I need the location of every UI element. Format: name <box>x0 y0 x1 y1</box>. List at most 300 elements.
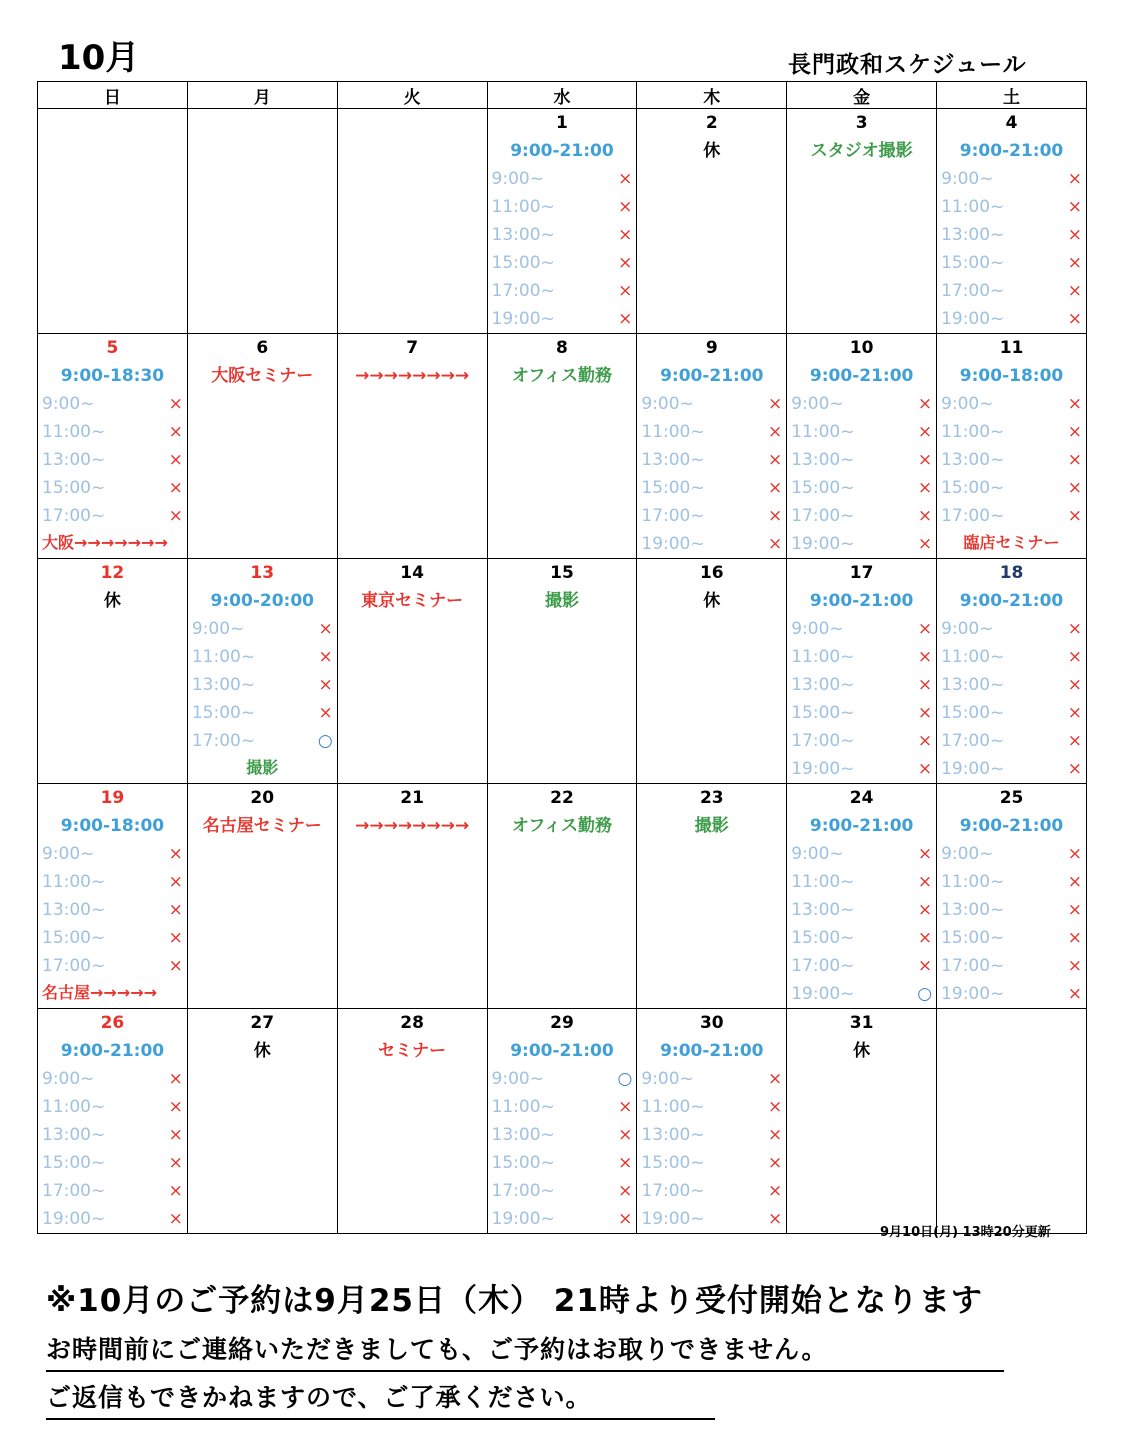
unavailable-mark: × <box>917 731 933 751</box>
unavailable-mark: × <box>618 1125 633 1145</box>
unavailable-mark: × <box>1067 900 1082 920</box>
slot-time: 9:00~ <box>941 844 994 864</box>
day-number: 26 <box>100 1013 125 1033</box>
time-slot <box>787 840 936 868</box>
slot-time: 17:00~ <box>42 1181 106 1201</box>
day-label: →→→→→→→→ <box>355 816 470 836</box>
unavailable-mark: × <box>618 1153 633 1173</box>
unavailable-mark: × <box>767 450 783 470</box>
day-label: 休 <box>103 591 121 611</box>
slot-time: 17:00~ <box>791 731 855 751</box>
time-slot <box>488 305 637 333</box>
day-label: 大阪セミナー <box>211 366 314 386</box>
day-cell <box>38 334 188 559</box>
time-slot <box>937 671 1086 699</box>
time-slot <box>488 165 637 193</box>
unavailable-mark: × <box>1067 984 1082 1004</box>
time-slot <box>937 305 1086 333</box>
unavailable-mark: × <box>618 1097 633 1117</box>
slot-time: 15:00~ <box>791 478 855 498</box>
time-slot <box>488 1093 637 1121</box>
slot-time: 13:00~ <box>191 675 256 695</box>
day-label: →→→→→→→→ <box>355 366 470 386</box>
day-cell <box>38 559 188 784</box>
slot-time: 19:00~ <box>791 759 855 779</box>
day-label: 9:00-20:00 <box>210 591 314 611</box>
day-label: セミナー <box>378 1041 447 1061</box>
unavailable-mark: × <box>917 956 933 976</box>
time-slot <box>637 1149 786 1177</box>
day-number: 16 <box>699 563 724 583</box>
unavailable-mark: × <box>767 478 783 498</box>
weekday-wed: 水 <box>487 82 637 109</box>
slot-time: 9:00~ <box>42 1069 95 1089</box>
time-slot <box>637 390 786 418</box>
slot-time: 17:00~ <box>791 956 855 976</box>
slot-time: 17:00~ <box>191 731 256 751</box>
time-slot <box>637 502 786 530</box>
unavailable-mark: × <box>1067 309 1082 329</box>
day-cell <box>787 109 937 334</box>
slot-time: 11:00~ <box>791 647 855 667</box>
unavailable-mark: × <box>618 169 633 189</box>
time-slot <box>787 446 936 474</box>
unavailable-mark: × <box>917 394 933 414</box>
weekday-header-row <box>38 82 1087 109</box>
unavailable-mark: × <box>1067 703 1082 723</box>
time-slot <box>488 277 637 305</box>
time-slot <box>937 193 1086 221</box>
unavailable-mark: × <box>168 1209 183 1229</box>
time-slot <box>38 474 187 502</box>
slot-time: 13:00~ <box>941 450 1005 470</box>
time-slot <box>637 474 786 502</box>
slot-time: 17:00~ <box>42 956 106 976</box>
slot-time: 11:00~ <box>42 422 106 442</box>
slot-time: 19:00~ <box>641 534 705 554</box>
day-number: 23 <box>699 788 724 808</box>
day-number: 17 <box>849 563 874 583</box>
slot-time: 9:00~ <box>941 394 994 414</box>
time-slot <box>787 924 936 952</box>
weekday-mon: 月 <box>187 82 337 109</box>
slot-time: 17:00~ <box>641 1181 705 1201</box>
time-slot <box>637 1177 786 1205</box>
time-slot <box>937 924 1086 952</box>
unavailable-mark: × <box>917 647 933 667</box>
time-slot <box>38 924 187 952</box>
day-label: 9:00-21:00 <box>959 591 1064 611</box>
weekday-sun: 日 <box>38 82 188 109</box>
time-slot <box>787 643 936 671</box>
day-cell <box>937 559 1087 784</box>
unavailable-mark: × <box>767 1209 783 1229</box>
slot-time: 19:00~ <box>941 309 1005 329</box>
unavailable-mark: × <box>917 619 933 639</box>
unavailable-mark: × <box>618 197 633 217</box>
notice-line-2: ご返信もできかねますので、ご了承ください。 <box>46 1378 715 1420</box>
unavailable-mark: × <box>917 900 933 920</box>
unavailable-mark: × <box>767 1097 783 1117</box>
day-label: 9:00-18:00 <box>60 816 165 836</box>
slot-time: 11:00~ <box>191 647 256 667</box>
unavailable-mark: × <box>1067 422 1082 442</box>
day-label: 撮影 <box>694 816 729 836</box>
slot-time: 13:00~ <box>941 900 1005 920</box>
unavailable-mark: × <box>1067 647 1082 667</box>
unavailable-mark: × <box>168 422 183 442</box>
day-number: 3 <box>855 113 868 133</box>
unavailable-mark: × <box>1067 506 1082 526</box>
slot-time: 11:00~ <box>941 872 1005 892</box>
unavailable-mark: × <box>168 1125 183 1145</box>
day-cell <box>787 1009 937 1234</box>
weekday-fri: 金 <box>787 82 937 109</box>
time-slot <box>637 1065 786 1093</box>
unavailable-mark: × <box>1067 169 1082 189</box>
day-cell <box>337 1009 487 1234</box>
unavailable-mark: × <box>168 872 183 892</box>
slot-time: 11:00~ <box>641 422 705 442</box>
week-row <box>38 334 1087 559</box>
day-cell <box>487 334 637 559</box>
empty-day-cell <box>187 109 337 334</box>
time-slot <box>488 1177 637 1205</box>
unavailable-mark: × <box>917 872 933 892</box>
slot-time: 15:00~ <box>491 1153 555 1173</box>
unavailable-mark: × <box>767 422 783 442</box>
day-label: 名古屋セミナー <box>202 816 322 836</box>
empty-day-cell <box>937 1009 1087 1234</box>
day-cell <box>337 784 487 1009</box>
slot-time: 13:00~ <box>42 1125 106 1145</box>
day-number: 19 <box>100 788 125 808</box>
time-slot <box>38 1149 187 1177</box>
time-slot <box>937 643 1086 671</box>
slot-time: 19:00~ <box>791 984 855 1004</box>
slot-time: 17:00~ <box>491 1181 555 1201</box>
week-row <box>38 559 1087 784</box>
unavailable-mark: × <box>917 450 933 470</box>
day-label: 9:00-18:00 <box>959 366 1064 386</box>
week-row <box>38 109 1087 334</box>
day-cell <box>187 784 337 1009</box>
unavailable-mark: × <box>168 478 183 498</box>
slot-time: 9:00~ <box>42 844 95 864</box>
time-slot <box>937 980 1086 1008</box>
unavailable-mark: × <box>318 675 333 695</box>
unavailable-mark: × <box>917 759 933 779</box>
time-slot <box>38 1121 187 1149</box>
time-slot <box>787 390 936 418</box>
day-number: 25 <box>999 788 1024 808</box>
slot-time: 13:00~ <box>791 450 855 470</box>
time-slot <box>937 615 1086 643</box>
slot-time: 9:00~ <box>791 619 844 639</box>
slot-time: 11:00~ <box>42 1097 106 1117</box>
time-slot <box>937 755 1086 783</box>
day-label: 9:00-21:00 <box>959 816 1064 836</box>
week-row <box>38 784 1087 1009</box>
week-row <box>38 1009 1087 1234</box>
unavailable-mark: × <box>1067 759 1082 779</box>
unavailable-mark: × <box>1067 675 1082 695</box>
unavailable-mark: × <box>917 534 933 554</box>
time-slot <box>188 615 337 643</box>
day-label: スタジオ撮影 <box>810 141 913 161</box>
schedule-owner-title: 長門政和スケジュール <box>788 52 1027 78</box>
time-slot <box>937 446 1086 474</box>
slot-time: 13:00~ <box>42 900 106 920</box>
time-slot <box>937 502 1086 530</box>
slot-time: 13:00~ <box>791 900 855 920</box>
slot-time: 15:00~ <box>42 928 106 948</box>
month-title: 10月 <box>58 38 140 78</box>
time-slot <box>38 896 187 924</box>
day-cell <box>637 334 787 559</box>
day-number: 9 <box>705 338 718 358</box>
time-slot <box>188 671 337 699</box>
unavailable-mark: × <box>168 394 183 414</box>
slot-time: 13:00~ <box>491 1125 555 1145</box>
time-slot <box>787 868 936 896</box>
day-label: 9:00-21:00 <box>510 1041 614 1061</box>
slot-time: 15:00~ <box>191 703 256 723</box>
slot-time: 15:00~ <box>791 928 855 948</box>
time-slot <box>937 249 1086 277</box>
time-slot <box>637 1121 786 1149</box>
slot-time: 17:00~ <box>941 281 1005 301</box>
day-cell <box>937 334 1087 559</box>
unavailable-mark: × <box>168 956 183 976</box>
time-slot <box>38 390 187 418</box>
time-slot <box>488 1121 637 1149</box>
slot-time: 17:00~ <box>941 956 1005 976</box>
unavailable-mark: × <box>917 422 933 442</box>
time-slot <box>937 896 1086 924</box>
unavailable-mark: × <box>917 506 933 526</box>
day-number: 6 <box>256 338 269 358</box>
slot-time: 13:00~ <box>641 1125 705 1145</box>
time-slot <box>38 1093 187 1121</box>
time-slot <box>787 755 936 783</box>
time-slot <box>488 1205 637 1233</box>
day-label: オフィス勤務 <box>511 816 613 836</box>
slot-time: 19:00~ <box>941 759 1005 779</box>
day-number: 1 <box>556 113 568 133</box>
unavailable-mark: × <box>318 619 333 639</box>
unavailable-mark: × <box>917 928 933 948</box>
time-slot <box>38 840 187 868</box>
empty-day-cell <box>337 109 487 334</box>
time-slot <box>188 727 337 755</box>
day-number: 11 <box>999 338 1024 358</box>
unavailable-mark: × <box>1067 253 1082 273</box>
day-cell <box>487 559 637 784</box>
day-number: 4 <box>1005 113 1018 133</box>
time-slot <box>787 896 936 924</box>
time-slot <box>38 446 187 474</box>
slot-time: 9:00~ <box>941 619 994 639</box>
unavailable-mark: × <box>1067 619 1082 639</box>
day-cell <box>187 334 337 559</box>
slot-time: 15:00~ <box>941 928 1005 948</box>
slot-time: 11:00~ <box>491 197 555 217</box>
slot-time: 13:00~ <box>491 225 555 245</box>
slot-time: 17:00~ <box>641 506 705 526</box>
time-slot <box>787 418 936 446</box>
notice-main: ※10月のご予約は9月25日（木） 21時より受付開始となります <box>46 1283 983 1319</box>
time-slot <box>637 1205 786 1233</box>
time-slot <box>38 868 187 896</box>
day-cell <box>637 784 787 1009</box>
day-label: 9:00-21:00 <box>809 591 914 611</box>
unavailable-mark: × <box>618 281 633 301</box>
time-slot <box>787 502 936 530</box>
unavailable-mark: × <box>767 394 783 414</box>
unavailable-mark: × <box>168 1069 183 1089</box>
unavailable-mark: × <box>618 1209 633 1229</box>
day-number: 31 <box>849 1013 874 1033</box>
unavailable-mark: × <box>767 1125 783 1145</box>
slot-time: 15:00~ <box>941 478 1005 498</box>
day-label: 9:00-21:00 <box>510 141 614 161</box>
unavailable-mark: × <box>767 1153 783 1173</box>
day-cell <box>337 559 487 784</box>
unavailable-mark: × <box>168 506 183 526</box>
day-label: 9:00-21:00 <box>660 366 764 386</box>
day-cell <box>937 109 1087 334</box>
time-slot <box>787 699 936 727</box>
day-number: 22 <box>550 788 574 808</box>
day-cell <box>187 1009 337 1234</box>
slot-time: 13:00~ <box>941 675 1005 695</box>
time-slot <box>937 474 1086 502</box>
weekday-thu: 木 <box>637 82 787 109</box>
slot-time: 11:00~ <box>42 872 106 892</box>
time-slot <box>637 1093 786 1121</box>
day-cell <box>337 334 487 559</box>
slot-time: 15:00~ <box>641 478 705 498</box>
day-cell <box>787 784 937 1009</box>
day-footer-note: 臨店セミナー <box>963 533 1060 552</box>
slot-time: 9:00~ <box>491 169 544 189</box>
day-number: 2 <box>705 113 718 133</box>
unavailable-mark: × <box>618 253 633 273</box>
unavailable-mark: × <box>1067 225 1082 245</box>
time-slot <box>38 418 187 446</box>
day-footer-note: 名古屋→→→→→ <box>42 983 158 1002</box>
day-cell <box>487 1009 637 1234</box>
weekday-tue: 火 <box>337 82 487 109</box>
day-cell <box>637 109 787 334</box>
slot-time: 19:00~ <box>941 984 1005 1004</box>
time-slot <box>488 221 637 249</box>
slot-time: 19:00~ <box>42 1209 106 1229</box>
day-number: 28 <box>400 1013 424 1033</box>
slot-time: 9:00~ <box>42 394 95 414</box>
slot-time: 9:00~ <box>941 169 994 189</box>
day-label: 東京セミナー <box>361 591 464 611</box>
time-slot <box>38 502 187 530</box>
time-slot <box>787 980 936 1008</box>
time-slot <box>937 221 1086 249</box>
unavailable-mark: × <box>917 703 933 723</box>
unavailable-mark: × <box>1067 872 1082 892</box>
slot-time: 11:00~ <box>941 197 1005 217</box>
slot-time: 13:00~ <box>641 450 705 470</box>
available-mark: ○ <box>617 1069 633 1089</box>
day-cell <box>787 334 937 559</box>
unavailable-mark: × <box>1067 928 1082 948</box>
day-label: オフィス勤務 <box>511 366 613 386</box>
slot-time: 15:00~ <box>791 703 855 723</box>
slot-time: 13:00~ <box>42 450 106 470</box>
day-number: 29 <box>550 1013 574 1033</box>
day-number: 15 <box>550 563 574 583</box>
slot-time: 17:00~ <box>791 506 855 526</box>
day-label: 撮影 <box>544 591 579 611</box>
time-slot <box>937 727 1086 755</box>
day-number: 8 <box>556 338 568 358</box>
day-number: 27 <box>250 1013 275 1033</box>
day-label: 9:00-21:00 <box>60 1041 165 1061</box>
slot-time: 15:00~ <box>42 478 106 498</box>
unavailable-mark: × <box>168 900 183 920</box>
slot-time: 19:00~ <box>491 309 555 329</box>
unavailable-mark: × <box>318 703 333 723</box>
day-number: 10 <box>849 338 874 358</box>
unavailable-mark: × <box>767 1181 783 1201</box>
updated-timestamp: 9月10日(月) 13時20分更新 <box>880 1225 1051 1240</box>
slot-time: 9:00~ <box>491 1069 544 1089</box>
unavailable-mark: × <box>168 1097 183 1117</box>
day-cell <box>38 1009 188 1234</box>
unavailable-mark: × <box>168 450 183 470</box>
slot-time: 9:00~ <box>191 619 245 639</box>
time-slot <box>38 1177 187 1205</box>
time-slot <box>787 615 936 643</box>
day-cell <box>637 1009 787 1234</box>
day-number: 12 <box>100 563 125 583</box>
time-slot <box>937 840 1086 868</box>
time-slot <box>488 249 637 277</box>
time-slot <box>937 418 1086 446</box>
slot-time: 9:00~ <box>641 394 694 414</box>
day-cell <box>787 559 937 784</box>
day-label: 休 <box>253 1041 271 1061</box>
time-slot <box>38 1065 187 1093</box>
time-slot <box>188 699 337 727</box>
day-cell <box>487 784 637 1009</box>
unavailable-mark: × <box>168 928 183 948</box>
time-slot <box>38 952 187 980</box>
day-number: 7 <box>406 338 419 358</box>
day-footer-note: 大阪→→→→→→→ <box>42 533 168 552</box>
unavailable-mark: × <box>1067 394 1082 414</box>
time-slot <box>937 868 1086 896</box>
slot-time: 11:00~ <box>791 422 855 442</box>
time-slot <box>937 699 1086 727</box>
unavailable-mark: × <box>1067 731 1082 751</box>
time-slot <box>488 1149 637 1177</box>
slot-time: 11:00~ <box>641 1097 705 1117</box>
time-slot <box>787 727 936 755</box>
slot-time: 17:00~ <box>491 281 555 301</box>
empty-day-cell <box>38 109 188 334</box>
unavailable-mark: × <box>767 1069 783 1089</box>
time-slot <box>637 530 786 558</box>
